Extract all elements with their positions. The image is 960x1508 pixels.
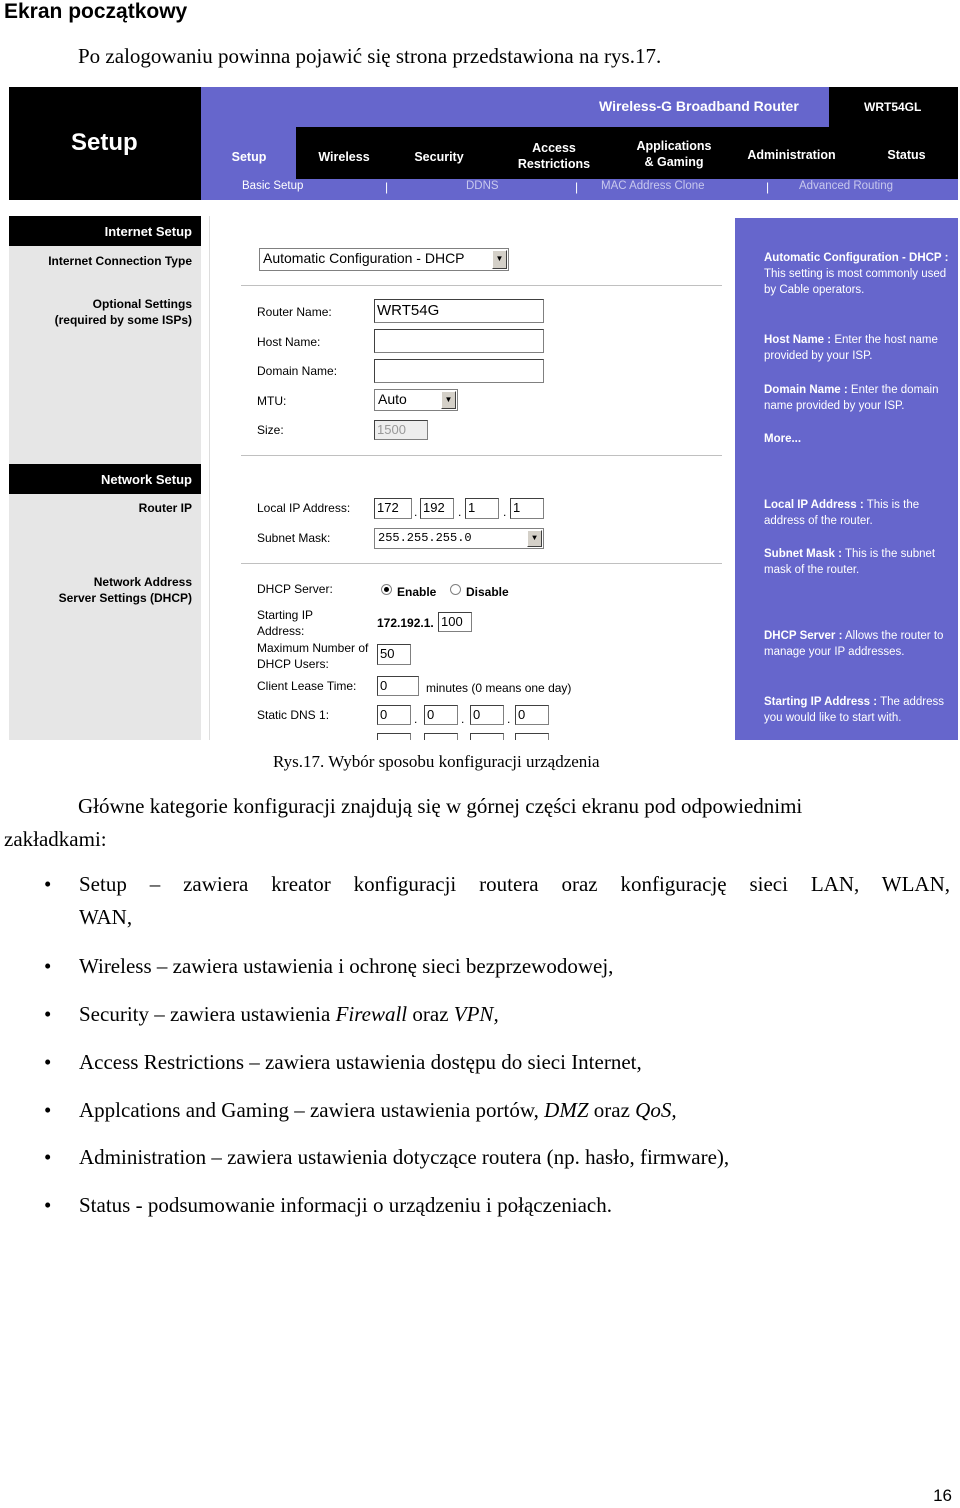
mtu-value: Auto xyxy=(378,391,407,407)
subtab-basic-setup[interactable]: Basic Setup xyxy=(242,180,304,192)
help-text: Allows the router to manage your IP addresses. xyxy=(764,630,944,658)
dhcp-server-label: DHCP Server: xyxy=(257,582,333,596)
list-item-text: Setup – zawiera kreator konfiguracji routera oraz konfigurację sieci LAN, WLAN, xyxy=(79,872,950,896)
router-ip-label: Router IP xyxy=(138,501,192,515)
dhcp-disable-radio[interactable] xyxy=(450,584,461,595)
dns2-octet-4[interactable] xyxy=(515,733,549,740)
help-automatic-config xyxy=(764,250,949,298)
help-title: Automatic Configuration - DHCP : xyxy=(764,252,949,264)
connection-type-select[interactable] xyxy=(259,248,509,271)
subtab-separator: | xyxy=(766,180,770,194)
list-item-italic: Firewall xyxy=(335,1002,408,1026)
max-users-label: Maximum Number of DHCP Users: xyxy=(257,641,369,671)
router-name-input[interactable]: WRT54G xyxy=(374,299,544,323)
help-domain-name xyxy=(764,382,949,414)
help-subnet-mask xyxy=(764,546,949,578)
bullet-icon: • xyxy=(44,1050,52,1074)
help-text: This is the address of the router. xyxy=(764,499,920,527)
domain-name-input[interactable] xyxy=(374,359,544,383)
tab-setup[interactable]: Setup xyxy=(231,150,267,164)
help-title: Local IP Address : xyxy=(764,499,864,511)
list-item-text: Administration – zawiera ustawienia dotyczące routera (np. hasło, firmware), xyxy=(79,1145,730,1169)
tab-status[interactable]: Status xyxy=(887,148,926,162)
dns1-octet-4[interactable]: 0 xyxy=(515,705,549,725)
bullet-icon: • xyxy=(44,1193,52,1217)
figure-caption: Rys.17. Wybór sposobu konfiguracji urządzenia xyxy=(273,752,600,771)
gutter xyxy=(201,200,209,740)
ip-dot: . xyxy=(458,505,462,519)
subnet-mask-value: 255.255.255.0 xyxy=(378,531,472,545)
dhcp-disable-label: Disable xyxy=(466,585,509,599)
divider xyxy=(241,563,722,564)
model-name: WRT54GL xyxy=(864,100,922,114)
host-name-input[interactable] xyxy=(374,329,544,353)
list-item-italic: DMZ xyxy=(544,1098,589,1122)
dns1-octet-3[interactable]: 0 xyxy=(470,705,504,725)
help-text: This is the subnet mask of the router. xyxy=(764,548,936,576)
help-local-ip xyxy=(764,497,949,529)
dns2-octet-1[interactable] xyxy=(377,733,411,740)
dns1-octet-1[interactable]: 0 xyxy=(377,705,411,725)
help-starting-ip xyxy=(764,694,949,726)
chevron-down-icon[interactable]: ▼ xyxy=(492,250,507,269)
mtu-label: MTU: xyxy=(257,394,287,408)
list-item-setup xyxy=(44,868,950,934)
starting-ip-prefix: 172.192.1. xyxy=(377,616,434,630)
internet-setup-title: Internet Setup xyxy=(104,224,192,239)
subtab-mac-clone[interactable]: MAC Address Clone xyxy=(601,180,705,192)
optional-settings-label: Optional Settings (required by some ISPs) xyxy=(54,297,192,327)
domain-name-label: Domain Name: xyxy=(257,364,338,378)
tab-access-restrictions[interactable]: Access Restrictions xyxy=(517,141,591,171)
dns1-octet-2[interactable]: 0 xyxy=(424,705,458,725)
help-dhcp-server xyxy=(764,628,949,660)
local-ip-octet-1[interactable]: 172 xyxy=(374,498,412,519)
product-name: Wireless-G Broadband Router xyxy=(599,98,799,114)
help-text: The address you would like to start with. xyxy=(764,696,945,724)
help-text: Enter the host name provided by your ISP. xyxy=(764,334,938,362)
paragraph-line-2: zakładkami: xyxy=(4,827,107,851)
subnet-mask-label: Subnet Mask: xyxy=(257,531,331,545)
local-ip-octet-2[interactable]: 192 xyxy=(420,498,454,519)
list-item-text: Security – zawiera ustawienia xyxy=(79,1002,336,1026)
dhcp-settings-label: Network Address Server Settings (DHCP) xyxy=(58,575,192,605)
tab-wireless[interactable]: Wireless xyxy=(318,150,370,164)
paragraph-line-1: Główne kategorie konfiguracji znajdują się w górnej części ekranu pod odpowiednimi xyxy=(78,794,803,818)
list-item-administration xyxy=(44,1141,950,1174)
tab-administration[interactable]: Administration xyxy=(747,148,836,162)
list-item-access-restrictions xyxy=(44,1046,950,1079)
lease-time-label: Client Lease Time: xyxy=(257,679,357,693)
subtab-ddns[interactable]: DDNS xyxy=(466,180,499,192)
divider xyxy=(241,455,722,456)
tab-security[interactable]: Security xyxy=(414,150,464,164)
document-heading: Ekran początkowy xyxy=(4,0,188,23)
tab-applications-gaming[interactable]: Applications & Gaming xyxy=(636,139,712,169)
local-ip-octet-4[interactable]: 1 xyxy=(510,498,544,519)
list-item-text: oraz xyxy=(407,1002,454,1026)
page-number: 16 xyxy=(933,1486,952,1505)
list-item-text-cont: WAN, xyxy=(79,905,133,929)
bullet-icon: • xyxy=(44,1002,52,1026)
host-name-label: Host Name: xyxy=(257,335,321,349)
help-title: Subnet Mask : xyxy=(764,548,842,560)
ip-dot: . xyxy=(414,712,418,726)
list-item-text: Access Restrictions – zawiera ustawienia dostępu do sieci Internet, xyxy=(79,1050,642,1074)
subnet-mask-select[interactable] xyxy=(374,528,544,549)
mtu-select[interactable] xyxy=(374,389,458,411)
dns2-octet-3[interactable] xyxy=(470,733,504,740)
chevron-down-icon[interactable]: ▼ xyxy=(441,391,456,409)
max-users-input[interactable]: 50 xyxy=(377,644,411,665)
help-title: Starting IP Address : xyxy=(764,696,878,708)
left-gap xyxy=(9,200,201,216)
list-item-wireless xyxy=(44,950,950,983)
list-item-applications xyxy=(44,1094,950,1127)
page-title: Setup xyxy=(71,129,138,156)
bullet-icon: • xyxy=(44,1098,52,1122)
list-item-italic: VPN, xyxy=(453,1002,499,1026)
list-item-text: Status - podsumowanie informacji o urządzeniu i połączeniach. xyxy=(79,1193,612,1217)
ip-dot: . xyxy=(503,505,507,519)
help-more-link[interactable]: More... xyxy=(764,433,802,445)
size-label: Size: xyxy=(257,423,284,437)
dns2-octet-2[interactable] xyxy=(424,733,458,740)
local-ip-octet-3[interactable]: 1 xyxy=(465,498,499,519)
network-setup-title: Network Setup xyxy=(100,472,192,487)
list-item-security xyxy=(44,998,950,1031)
starting-ip-input[interactable]: 100 xyxy=(438,612,472,632)
connection-type-value: Automatic Configuration - DHCP xyxy=(263,250,465,266)
router-name-label: Router Name: xyxy=(257,305,332,319)
list-item-text: oraz xyxy=(588,1098,636,1122)
bullet-icon: • xyxy=(44,1145,52,1169)
local-ip-label: Local IP Address: xyxy=(257,501,351,515)
internet-connection-type-label: Internet Connection Type xyxy=(48,254,192,268)
starting-ip-label: Starting IP Address: xyxy=(257,608,314,638)
bullet-icon: • xyxy=(44,954,52,978)
list-item-text: Wireless – zawiera ustawienia i ochronę sieci bezprzewodowej, xyxy=(79,954,614,978)
list-item-status xyxy=(44,1189,950,1222)
static-dns1-label: Static DNS 1: xyxy=(257,708,330,722)
size-input[interactable]: 1500 xyxy=(374,420,428,440)
ip-dot: . xyxy=(461,712,465,726)
ip-dot: . xyxy=(507,712,511,726)
list-item-text: Applcations and Gaming – zawiera ustawienia portów, xyxy=(79,1098,545,1122)
divider xyxy=(241,285,722,286)
dhcp-enable-label: Enable xyxy=(397,585,437,599)
help-title: DHCP Server : xyxy=(764,630,843,642)
router-screenshot xyxy=(9,87,958,740)
bullet-icon: • xyxy=(44,872,52,896)
subtab-advanced-routing[interactable]: Advanced Routing xyxy=(799,180,893,192)
intro-text: Po zalogowaniu powinna pojawić się strona przedstawiona na rys.17. xyxy=(78,44,662,68)
help-text: This setting is most commonly used by Cable operators. xyxy=(764,268,947,296)
chevron-down-icon[interactable]: ▼ xyxy=(527,530,542,547)
help-host-name xyxy=(764,332,949,364)
subtab-separator: | xyxy=(385,180,389,194)
list-item-italic: QoS, xyxy=(635,1098,677,1122)
dhcp-enable-radio[interactable] xyxy=(381,584,392,595)
help-title: Domain Name : xyxy=(764,384,848,396)
lease-time-note: minutes (0 means one day) xyxy=(426,681,572,695)
help-title: Host Name : xyxy=(764,334,832,346)
ip-dot: . xyxy=(414,505,418,519)
help-text: Enter the domain name provided by your ISP. xyxy=(764,384,939,412)
lease-time-input[interactable]: 0 xyxy=(377,676,419,696)
subtab-separator: | xyxy=(575,180,579,194)
